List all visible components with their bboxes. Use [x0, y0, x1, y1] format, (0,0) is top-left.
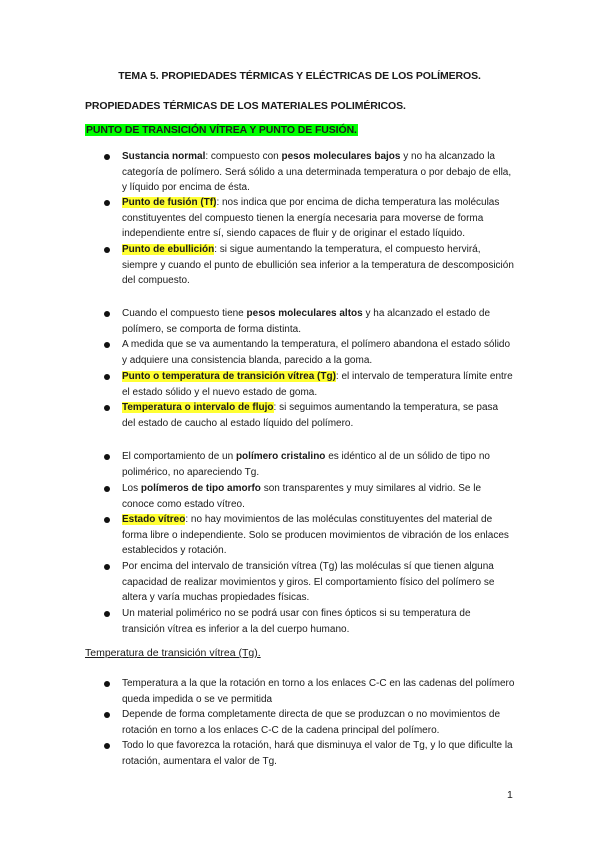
text: A medida que se va aumentando la temperatura, el polímero abandona el estado sólido y adquiere una consistencia blanda, parecido a la goma.	[122, 339, 511, 366]
text: Temperatura a la que la rotación en torno a los enlaces C-C en las cadenas del polímero queda impedida o se ve permitida	[122, 678, 515, 705]
term: polímero cristalino	[235, 451, 326, 462]
term: pesos moleculares altos	[246, 308, 363, 319]
text: Los	[122, 483, 141, 494]
subsection-heading: PUNTO DE TRANSICIÓN VÍTREA Y PUNTO DE FUSIÓN.	[86, 124, 357, 136]
document-title: TEMA 5. PROPIEDADES TÉRMICAS Y ELÉCTRICAS DE LOS POLÍMEROS.	[118, 70, 481, 82]
bullet-icon	[104, 743, 110, 749]
bullet-icon	[104, 611, 110, 617]
text: El comportamiento de un	[122, 451, 236, 462]
text: Por encima del intervalo de transición vítrea (Tg) las moléculas sí que tienen alguna capacidad de realizar movimientos y giros. El comportamiento físico del polímero se altera y varía muchas propiedades físicas.	[122, 561, 495, 603]
bullet-icon	[104, 311, 110, 317]
bullet-icon	[104, 154, 110, 160]
term: Sustancia normal	[122, 151, 206, 162]
section-heading: PROPIEDADES TÉRMICAS DE LOS MATERIALES POLIMÉRICOS.	[85, 100, 406, 112]
page-number: 1	[507, 789, 513, 801]
bullet-icon	[104, 200, 110, 206]
text: y no ha alcanzado la categoría de polímero. Será sólido a una determinada temperatura o por debajo de ella, y líquido por encima de ésta.	[122, 151, 512, 193]
bullet-icon	[104, 564, 110, 570]
text: : compuesto con	[205, 151, 282, 162]
text: Depende de forma completamente directa de que se produzcan o no movimientos de rotación en torno a los enlaces C-C de la cadena principal del polímero.	[122, 709, 501, 736]
text: : si seguimos aumentando la temperatura, se pasa del estado de caucho al estado líquido del polímero.	[122, 402, 499, 429]
bullet-icon	[104, 454, 110, 460]
text: : si sigue aumentando la temperatura, el compuesto hervirá, siempre y cuando el punto de ebullición sea inferior a la temperatura de descomposición del compuesto.	[122, 244, 514, 286]
text: Cuando el compuesto tiene	[122, 308, 247, 319]
bullet-icon	[104, 405, 110, 411]
bullet-icon	[104, 517, 110, 523]
highlighted-term: Estado vítreo	[122, 514, 186, 525]
term: polímeros de tipo amorfo	[140, 483, 261, 494]
bullet-icon	[104, 486, 110, 492]
term: pesos moleculares bajos	[281, 151, 401, 162]
bullet-icon	[104, 712, 110, 718]
text: : no hay movimientos de las moléculas constituyentes del material de forma libre o independiente. Solo se producen movimientos de vibración de los enlaces establecidos y rotación.	[122, 514, 509, 556]
bullet-icon	[104, 681, 110, 687]
text: es idéntico al de un sólido de tipo no polimérico, no apareciendo Tg.	[122, 451, 490, 478]
text: Todo lo que favorezca la rotación, hará que disminuya el valor de Tg, y lo que dificulte la rotación, aumentara el valor de Tg.	[122, 740, 513, 767]
highlighted-term: Punto o temperatura de transición vítrea (Tg)	[122, 371, 336, 382]
text: Un material polimérico no se podrá usar con fines ópticos si su temperatura de transición vítrea es inferior a la del cuerpo humano.	[122, 608, 471, 635]
highlighted-term: Punto de ebullición	[122, 244, 215, 255]
highlighted-term: Punto de fusión (Tf)	[122, 197, 217, 208]
bullet-icon	[104, 247, 110, 253]
text: : el intervalo de temperatura límite entre el estado sólido y el nuevo estado de goma.	[122, 371, 513, 398]
bullet-icon	[104, 342, 110, 348]
bullet-icon	[104, 374, 110, 380]
tg-heading: Temperatura de transición vítrea (Tg).	[85, 647, 261, 659]
highlighted-term: Temperatura o intervalo de flujo	[122, 402, 274, 413]
text: son transparentes y muy similares al vidrio. Se le conoce como estado vítreo.	[122, 483, 482, 510]
text: y ha alcanzado el estado de polímero, se comporta de forma distinta.	[122, 308, 491, 335]
text: : nos indica que por encima de dicha temperatura las moléculas constituyentes del compuesto tienen la energía necesaria para moverse de forma independiente entre sí, siendo capaces de fluir y de originar el estado líquido.	[122, 197, 500, 239]
